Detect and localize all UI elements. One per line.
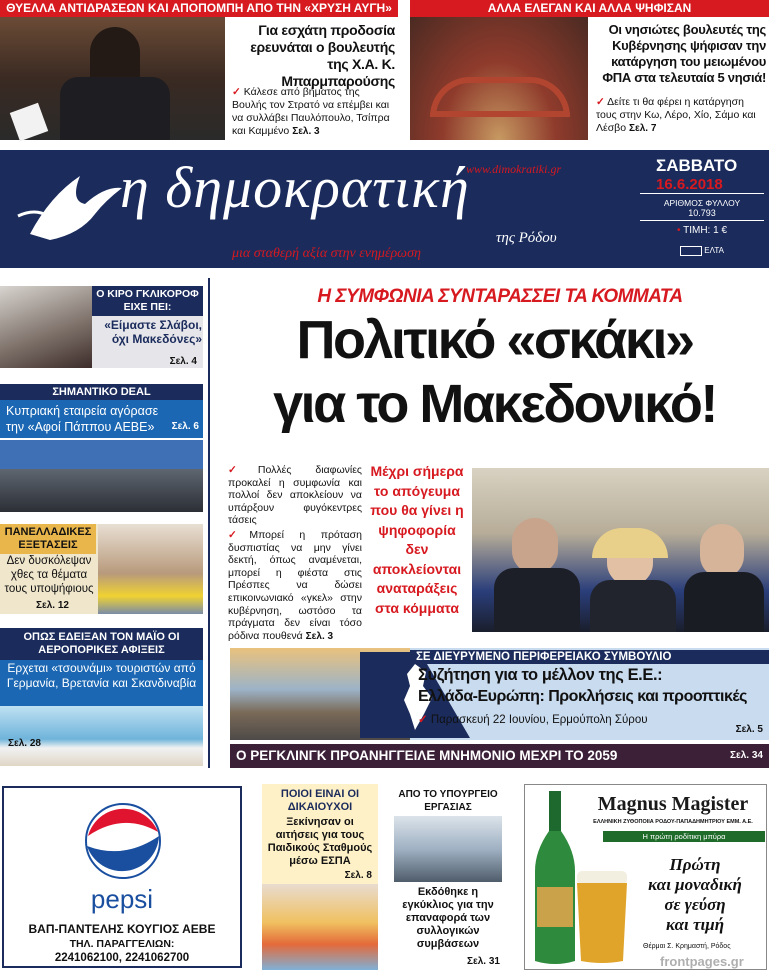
eu-headline-1: Συζήτηση για το μέλλον της Ε.Ε.:	[418, 666, 663, 684]
elta-badge: ΕΛΤΑ	[640, 246, 764, 256]
dove-logo-icon	[10, 156, 130, 248]
issue-number: 10.793	[640, 208, 764, 221]
bar-story[interactable]	[230, 744, 769, 768]
page-ref: Σελ. 34	[730, 750, 763, 761]
sidebar-text: Δεν δυσκόλεψαν χθες τα θέματα τους υποψήφιους	[4, 555, 94, 595]
magnus-tag: Η πρώτη ροδίτικη μπύρα	[603, 831, 765, 842]
page-ref: Σελ. 4	[169, 356, 197, 367]
magnus-slogan: Πρώτη και μοναδική σε γεύση και τιμή	[648, 855, 742, 934]
page-ref: Σελ. 31	[467, 956, 500, 967]
labour-text: Εκδόθηκε η εγκύκλιος για την επαναφορά των συλλογικών συμβάσεων	[402, 886, 494, 950]
pepsi-logo-icon	[84, 802, 162, 880]
store-photo	[0, 440, 203, 512]
top-right-bar: ΑΛΛΑ ΕΛΕΓΑΝ ΚΑΙ ΑΛΛΑ ΨΗΦΙΣΑΝ	[410, 0, 769, 17]
website[interactable]: www.dimokratiki.gr	[466, 162, 562, 176]
sidebar-text: Ερχεται «τσουνάμι» τουριστών από Γερμανία, Βρετανία και Σκανδιναβία	[0, 660, 203, 706]
top-right-story[interactable]	[410, 0, 769, 140]
day: ΣΑΒΒΑΤΟ	[656, 156, 738, 175]
page-ref: Σελ. 8	[344, 870, 372, 881]
office-photo	[394, 816, 502, 882]
labour-heading: ΑΠΟ ΤΟ ΥΠΟΥΡΓΕΙΟ ΕΡΓΑΣΙΑΣ	[398, 789, 498, 813]
page-ref: Σελ. 5	[735, 724, 763, 735]
main-story[interactable]	[220, 282, 769, 642]
masthead	[0, 150, 769, 268]
watermark: frontpages.gr	[660, 954, 744, 969]
eu-bullet: ✓ Παρασκευή 22 Ιουνίου, Ερμούπολη Σύρου	[418, 714, 648, 726]
main-headline-2: για το Μακεδονικό!	[273, 374, 716, 434]
issue-label: ΑΡΙΘΜΟΣ ΦΥΛΛΟΥ	[663, 198, 741, 208]
nursery-heading: ΠΟΙΟΙ ΕΙΝΑΙ ΟΙ ΔΙΚΑΙΟΥΧΟΙ	[280, 788, 360, 813]
main-bullet-1: ✓Πολλές διαφωνίες προκαλεί η συμφωνία και πολλοί δεν αποκλείουν να υπάρξουν φυγόκεντρες τάσεις	[228, 464, 362, 527]
date-box	[640, 156, 764, 262]
labour-story[interactable]	[394, 784, 502, 970]
page-ref: Σελ. 3	[305, 630, 334, 642]
page-ref: Σελ. 28	[8, 738, 41, 749]
date: 16.6.2018	[640, 176, 764, 194]
pepsi-company: ΒΑΠ-ΠΑΝΤΕΛΗΣ ΚΟΥΓΙΟΣ ΑΕΒΕ	[28, 922, 216, 936]
main-red-quote: Μέχρι σήμερα το απόγευμα που θα γίνει η ψηφοφορία δεν αποκλείονται αναταράξεις στα κόμματα	[370, 463, 464, 616]
top-left-bullet: ✓ Κάλεσε από βήματος της Βουλής τον Στρατό να επέμβει και να συλλάβει Παυλόπουλο, Τσίπρα και Καμμένο Σελ. 3	[232, 86, 390, 137]
sidebar-item-gligorov[interactable]	[0, 286, 203, 368]
top-left-headline: Για εσχάτη προδοσία ερευνάται ο βουλευτής της Χ.Α. Κ. Μπαρμπαρούσης	[250, 22, 395, 89]
top-left-story[interactable]	[0, 0, 398, 140]
magnus-maker: ΕΛΛΗΝΙΚΗ ΖΥΘΟΠΟΙΙΑ ΡΟΔΟΥ-ΠΑΠΑΔΗΜΗΤΡΙΟΥ ΕΜΜ. Α.Ε.	[593, 819, 753, 825]
slogan: μια σταθερή αξία στην ενημέρωση	[232, 246, 421, 261]
classroom-photo	[262, 884, 378, 970]
page-ref: Σελ. 12	[36, 600, 69, 611]
main-bullet-2: ✓Μπορεί η πρόταση δυσπιστίας να μην γίνει δεκτή, όπως αναμένεται, μπορεί η φιέστα στις Πρέσπες να δώσει επικοινωνιακό «γκελ» στην κυβέρνηση, ωστόσο τα πράγματα δεν είναι τόσο ρόδινα πουθενά Σελ. 3	[228, 528, 362, 642]
sidebar-heading: Ο ΚΙΡΟ ΓΚΛΙΚΟΡΟΦ ΕΙΧΕ ΠΕΙ:	[92, 286, 203, 316]
sidebar-item-exams[interactable]	[0, 524, 203, 614]
sidebar-item-tourism[interactable]	[0, 628, 203, 766]
pepsi-phones: 2241062100, 2241062700	[54, 952, 190, 964]
magnus-brand: Magnus Magister	[597, 793, 749, 815]
magnus-ad[interactable]	[524, 784, 767, 970]
main-kicker: Η ΣΥΜΦΩΝΙΑ ΣΥΝΤΑΡΑΣΣΕΙ ΤΑ ΚΟΜΜΑΤΑ	[317, 286, 683, 307]
leaders-photo	[472, 468, 769, 632]
eu-story[interactable]	[230, 648, 769, 740]
sidebar-heading: ΠΑΝΕΛΛΑΔΙΚΕΣ ΕΞΕΤΑΣΕΙΣ	[0, 524, 96, 554]
top-right-bullet: ✓ Δείτε τι θα φέρει η κατάργηση τους στην Κω, Λέρο, Χίο, Σάμο και Λέσβο Σελ. 7	[596, 96, 756, 134]
sidebar	[0, 278, 210, 768]
main-headline-1: Πολιτικό «σκάκι»	[296, 310, 693, 370]
sidebar-heading: ΟΠΩΣ ΕΔΕΙΞΑΝ ΤΟΝ ΜΑΪΟ ΟΙ ΑΕΡΟΠΟΡΙΚΕΣ ΑΦΙΞΕΙΣ	[0, 628, 203, 660]
price: • ΤΙΜΗ: 1 €	[676, 225, 728, 236]
pepsi-brand: pepsi	[90, 884, 154, 914]
beer-glass-icon	[573, 871, 631, 965]
top-left-bar: ΘΥΕΛΛΑ ΑΝΤΙΔΡΑΣΕΩΝ ΚΑΙ ΑΠΟΠΟΜΠΗ ΑΠΟ ΤΗΝ «ΧΡΥΣΗ ΑΥΓΗ»	[0, 0, 398, 17]
pepsi-ad[interactable]	[2, 786, 242, 968]
nursery-text: Ξεκίνησαν οι αιτήσεις για τους Παιδικούς Σταθμούς μέσω ΕΣΠΑ	[267, 816, 373, 867]
newspaper-subtitle: της Ρόδου	[496, 230, 557, 246]
top-right-headline: Οι νησιώτες βουλευτές της Κυβέρνησης ψήφισαν την κατάργηση του μειωμένου ΦΠΑ στα τελευταία 5 νησιά!	[602, 22, 766, 85]
nursery-story[interactable]	[262, 784, 378, 970]
students-photo	[98, 524, 203, 614]
sidebar-text: «Είμαστε Σλάβοι, όχι Μακεδόνες»	[104, 318, 202, 346]
eu-headline-2: Ελλάδα-Ευρώπη: Προκλήσεις και προοπτικές	[418, 688, 747, 705]
sidebar-heading: ΣΗΜΑΝΤΙΚΟ DEAL	[0, 384, 203, 401]
page-ref: Σελ. 7	[628, 123, 657, 134]
bar-story-text: Ο ΡΕΓΚΛΙΝΓΚ ΠΡΟΑΝΗΓΓΕΙΛΕ ΜΝΗΜΟΝΙΟ ΜΕΧΡΙ ΤΟ 2059	[236, 748, 618, 763]
newspaper-title: η δημοκρατική	[120, 155, 470, 220]
beach-photo	[0, 706, 203, 766]
mp-photo	[0, 17, 225, 140]
beer-bottle-icon	[531, 791, 579, 967]
main-bullets	[228, 464, 362, 643]
magnus-footer: Θέρμαι Σ. Κρημαστή, Ρόδος	[643, 943, 731, 950]
parliament-photo	[410, 17, 588, 140]
eu-kicker: ΣΕ ΔΙΕΥΡΥΜΕΝΟ ΠΕΡΙΦΕΡΕΙΑΚΟ ΣΥΜΒΟΥΛΙΟ	[410, 650, 769, 664]
sidebar-item-deal[interactable]	[0, 384, 203, 512]
page-ref: Σελ. 6	[171, 421, 199, 432]
sidebar-text: Κυπριακή εταιρεία αγόρασε την «Αφοί Πάππου ΑΕΒΕ»	[0, 400, 203, 438]
gligorov-photo	[0, 286, 92, 368]
pepsi-orders: ΤΗΛ. ΠΑΡΑΓΓΕΛΙΩΝ:	[69, 938, 175, 950]
page-ref: Σελ. 3	[292, 126, 320, 137]
